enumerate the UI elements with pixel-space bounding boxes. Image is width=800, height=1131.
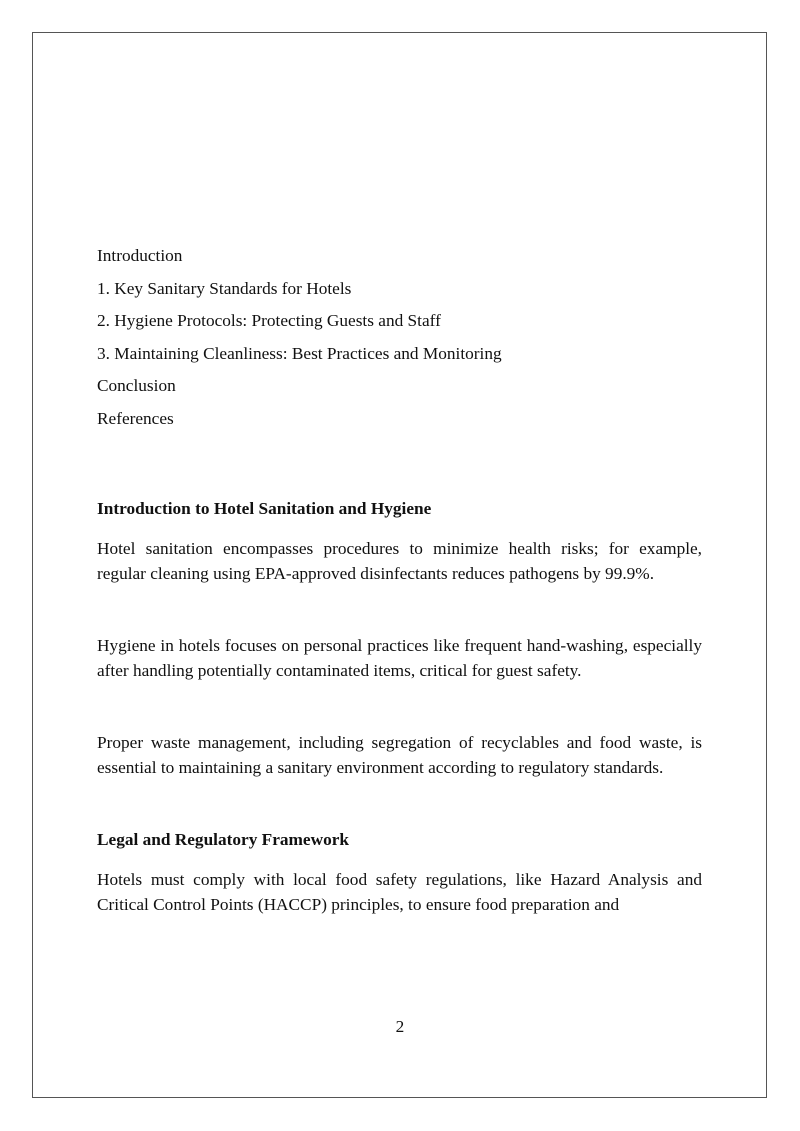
legal-heading: Legal and Regulatory Framework xyxy=(97,830,349,849)
toc-item-conclusion: Conclusion xyxy=(97,376,176,395)
intro-paragraph-2: Hygiene in hotels focuses on personal practices like frequent hand-washing, especially after handling potentially contaminated items, critical for guest safety. xyxy=(97,636,702,680)
toc-item-section-1: 1. Key Sanitary Standards for Hotels xyxy=(97,278,352,298)
intro-paragraph-3: Proper waste management, including segregation of recyclables and food waste, is essential to maintaining a sanitary environment according to regulatory standards. xyxy=(97,733,702,777)
toc-item-section-3: 3. Maintaining Cleanliness: Best Practices and Monitoring xyxy=(97,343,502,363)
page-number: 2 xyxy=(395,1017,405,1036)
intro-paragraph-1: Hotel sanitation encompasses procedures to minimize health risks; for example, regular cleaning using EPA-approved disinfectants reduces pathogens by 99.9%. xyxy=(97,539,702,583)
toc-item-section-2: 2. Hygiene Protocols: Protecting Guests and Staff xyxy=(97,311,441,330)
intro-heading: Introduction to Hotel Sanitation and Hygiene xyxy=(97,499,432,518)
document-body xyxy=(97,240,702,917)
toc-item-introduction: Introduction xyxy=(97,246,183,265)
legal-paragraph: Hotels must comply with local food safety regulations, like Hazard Analysis and Critical Control Points (HACCP) principles, to ensure food preparation and xyxy=(97,870,702,914)
toc-item-references: References xyxy=(97,408,174,428)
table-of-contents xyxy=(97,240,702,435)
